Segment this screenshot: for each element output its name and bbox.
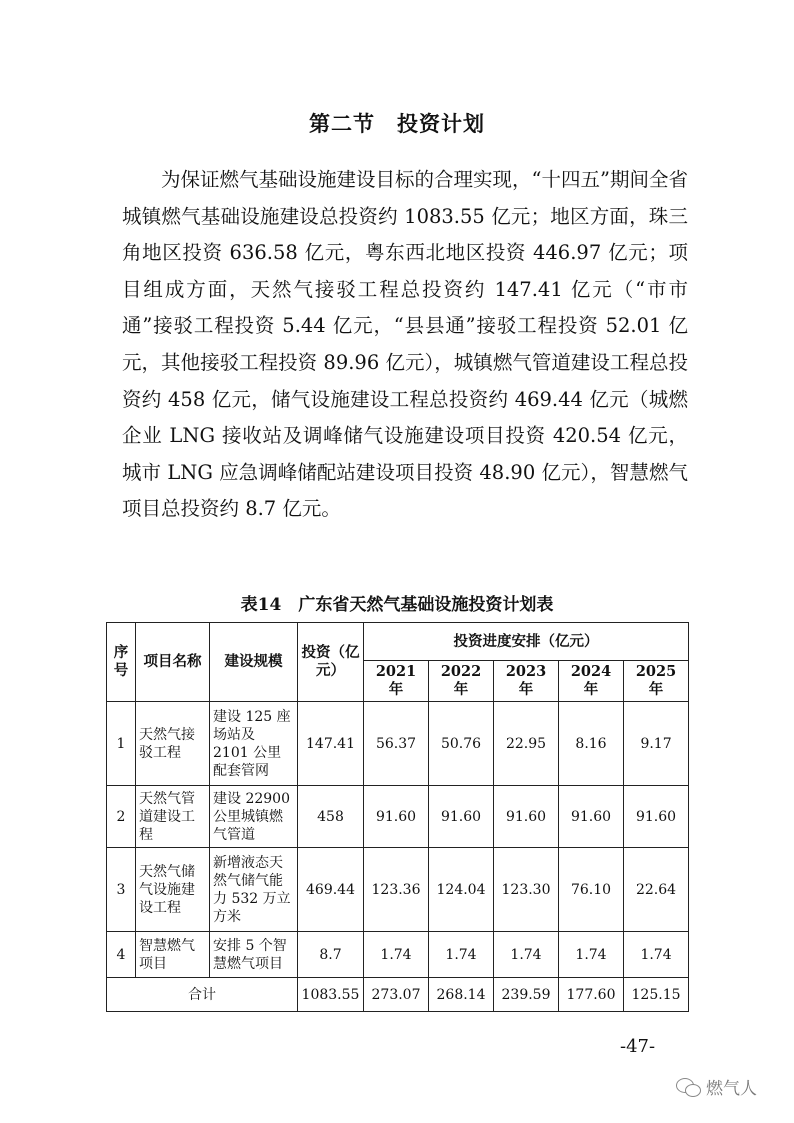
cell-scale: 安排 5 个智慧燃气项目 (210, 932, 298, 978)
cell-year: 1.74 (559, 932, 624, 978)
cell-name: 天然气接驳工程 (136, 702, 210, 786)
watermark-text: 燃气人 (706, 1079, 757, 1099)
total-year: 268.14 (429, 978, 494, 1012)
cell-year: 76.10 (559, 848, 624, 932)
header-investment: 投资（亿元） (298, 623, 364, 702)
total-year: 177.60 (559, 978, 624, 1012)
header-year: 2021 年 (364, 661, 429, 702)
cell-year: 1.74 (624, 932, 689, 978)
watermark (676, 1074, 757, 1099)
cell-year: 1.74 (364, 932, 429, 978)
header-year: 2023 年 (494, 661, 559, 702)
body-paragraph: 为保证燃气基础设施建设目标的合理实现，“十四五”期间全省城镇燃气基础设施建设总投资约 1083.55 亿元；地区方面，珠三角地区投资 636.58 亿元，粤东西北地区投资 446.97 亿元；项目组成方面，天然气接驳工程总投资约 147.41 亿元（“市市通”接驳工程投资 5.44 亿元，“县县通”接驳工程投资 52.01 亿元，其他接驳工程投资 89.96 亿元），城镇燃气管道建设工程总投资约 458 亿元，储气设施建设工程总投资约 469.44 亿元（城燃企业 LNG 接收站及调峰储气设施建设项目投资 420.54 亿元，城市 LNG 应急调峰储配站建设项目投资 48.90 亿元），智慧燃气项目总投资约 8.7 亿元。 (122, 168, 688, 521)
cell-scale: 建设 22900 公里城镇燃气管道 (210, 786, 298, 848)
cell-year: 1.74 (494, 932, 559, 978)
total-year: 125.15 (624, 978, 689, 1012)
table-row (107, 848, 689, 932)
table-row (107, 786, 689, 848)
total-year: 239.59 (494, 978, 559, 1012)
wechat-icon (676, 1076, 702, 1098)
cell-scale: 建设 125 座场站及 2101 公里配套管网 (210, 702, 298, 786)
cell-no: 1 (107, 702, 136, 786)
header-year: 2022 年 (429, 661, 494, 702)
header-scale: 建设规模 (210, 623, 298, 702)
cell-year: 91.60 (494, 786, 559, 848)
cell-no: 3 (107, 848, 136, 932)
header-year: 2025 年 (624, 661, 689, 702)
cell-year: 124.04 (429, 848, 494, 932)
cell-year: 50.76 (429, 702, 494, 786)
cell-name: 天然气管道建设工程 (136, 786, 210, 848)
cell-year: 22.95 (494, 702, 559, 786)
cell-year: 1.74 (429, 932, 494, 978)
page-number: -47- (620, 1036, 656, 1057)
cell-investment: 469.44 (298, 848, 364, 932)
cell-year: 8.16 (559, 702, 624, 786)
header-year: 2024 年 (559, 661, 624, 702)
cell-name: 天然气储气设施建设工程 (136, 848, 210, 932)
header-name: 项目名称 (136, 623, 210, 702)
cell-no: 4 (107, 932, 136, 978)
table-caption: 表14 广东省天然气基础设施投资计划表 (240, 595, 554, 615)
cell-year: 9.17 (624, 702, 689, 786)
cell-investment: 147.41 (298, 702, 364, 786)
cell-year: 123.30 (494, 848, 559, 932)
cell-year: 91.60 (624, 786, 689, 848)
cell-year: 123.36 (364, 848, 429, 932)
cell-year: 91.60 (429, 786, 494, 848)
header-no: 序号 (107, 623, 136, 702)
cell-investment: 458 (298, 786, 364, 848)
cell-year: 56.37 (364, 702, 429, 786)
investment-plan-table (106, 622, 689, 1012)
cell-investment: 8.7 (298, 932, 364, 978)
header-schedule: 投资进度安排（亿元） (364, 623, 689, 661)
total-investment: 1083.55 (298, 978, 364, 1012)
total-label: 合计 (107, 978, 298, 1012)
table-row (107, 702, 689, 786)
cell-year: 91.60 (364, 786, 429, 848)
total-year: 273.07 (364, 978, 429, 1012)
cell-no: 2 (107, 786, 136, 848)
section-title: 第二节 投资计划 (309, 112, 485, 136)
table-total-row (107, 978, 689, 1012)
table-row (107, 932, 689, 978)
cell-scale: 新增液态天然气储气能力 532 万立方米 (210, 848, 298, 932)
cell-name: 智慧燃气项目 (136, 932, 210, 978)
cell-year: 22.64 (624, 848, 689, 932)
cell-year: 91.60 (559, 786, 624, 848)
